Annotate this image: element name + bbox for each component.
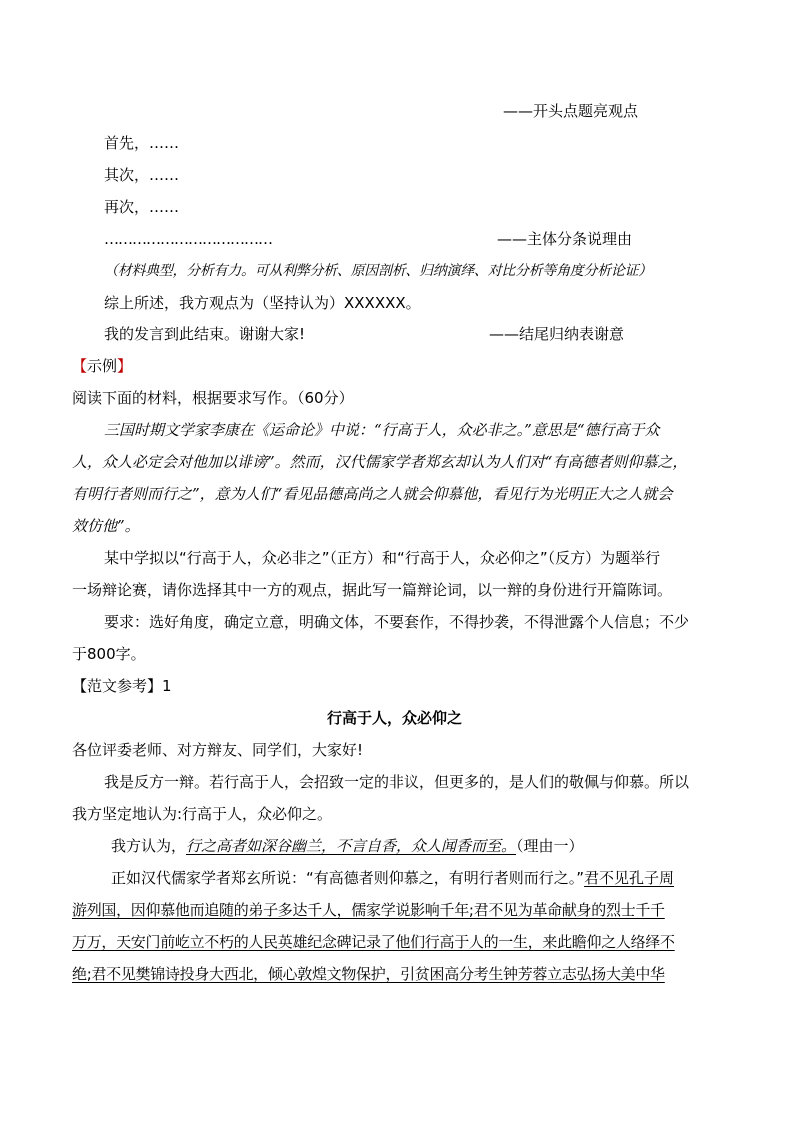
closing-line: 我的发言到此结束。谢谢大家!	[104, 325, 306, 343]
requirement-line: 于800字。	[72, 645, 146, 663]
note-closing: ——结尾归纳表谢意	[489, 325, 625, 343]
requirement-line: 要求：选好角度，确定立意，明确文体，不要套作，不得抄袭，不得泄露个人信息；不少	[104, 613, 690, 631]
material-note: （材料典型，分析有力。可从利弊分析、原因剖析、归纳演绎、对比分析等角度分析论证）	[104, 263, 652, 279]
material-line: 三国时期文学家李康在《运命论》中说：“行高于人，众必非之。”意思是“德行高于众	[104, 421, 660, 439]
essay-reference-label: 【范文参考】1	[72, 677, 172, 695]
essay-paragraph-line: 游列国，因仰慕他而追随的弟子多达千人，儒家学说影响千年;君不见为革命献身的烈士千千	[72, 901, 665, 919]
example-heading: 【示例】	[72, 357, 133, 375]
task-line: 某中学拟以“行高于人，众必非之”（正方）和“行高于人，众必仰之”（反方）为题举行	[104, 549, 661, 567]
essay-paragraph-line: 万万，天安门前屹立不朽的人民英雄纪念碑记录了他们行高于人的一生，来此瞻仰之人络绎不	[72, 933, 675, 951]
task-line: 一场辩论赛，请你选择其中一方的观点，据此写一篇辩论词，以一辩的身份进行开篇陈词。	[72, 581, 673, 599]
essay-paragraph-line: 正如汉代儒家学者郑玄所说：“有高德者则仰慕之，有明行者则而行之。”君不见孔子周	[111, 869, 675, 887]
essay-greeting: 各位评委老师、对方辩友、同学们，大家好!	[72, 741, 364, 759]
essay-reason-line: 我方认为，行之高者如深谷幽兰，不言自香，众人闻香而至。（理由一）	[111, 837, 584, 855]
step-dots: ………………………………	[104, 230, 272, 248]
note-opening: ——开头点题亮观点	[503, 102, 639, 120]
note-body: ——主体分条说理由	[497, 230, 633, 248]
material-line: 人，众人必定会对他加以诽谤”。然而，汉代儒家学者郑玄却认为人们对“有高德者则仰慕之，	[72, 453, 688, 471]
step-first: 首先，……	[104, 134, 180, 152]
summary-line: 综上所述，我方观点为（坚持认为）XXXXXX。	[104, 294, 421, 312]
example-instruction: 阅读下面的材料，根据要求写作。（60分）	[72, 389, 354, 407]
material-line: 有明行者则而行之”，意为人们“看见品德高尚之人就会仰慕他，看见行为光明正大之人就会	[72, 485, 673, 503]
essay-title: 行高于人，众必仰之	[327, 709, 463, 727]
essay-paragraph-line: 绝;君不见樊锦诗投身大西北，倾心敦煌文物保护，引贫困高分考生钟芳蓉立志弘扬大美中华	[72, 965, 665, 983]
essay-intro-line: 我方坚定地认为:行高于人，众必仰之。	[72, 805, 333, 823]
step-second: 其次，……	[104, 166, 180, 184]
essay-intro-line: 我是反方一辩。若行高于人，会招致一定的非议，但更多的，是人们的敬佩与仰慕。所以	[104, 773, 690, 791]
material-line: 效仿他”。	[72, 517, 140, 535]
step-third: 再次，……	[104, 198, 180, 216]
reason-underlined: 行之高者如深谷幽兰，不言自香，众人闻香而至。	[186, 837, 517, 855]
